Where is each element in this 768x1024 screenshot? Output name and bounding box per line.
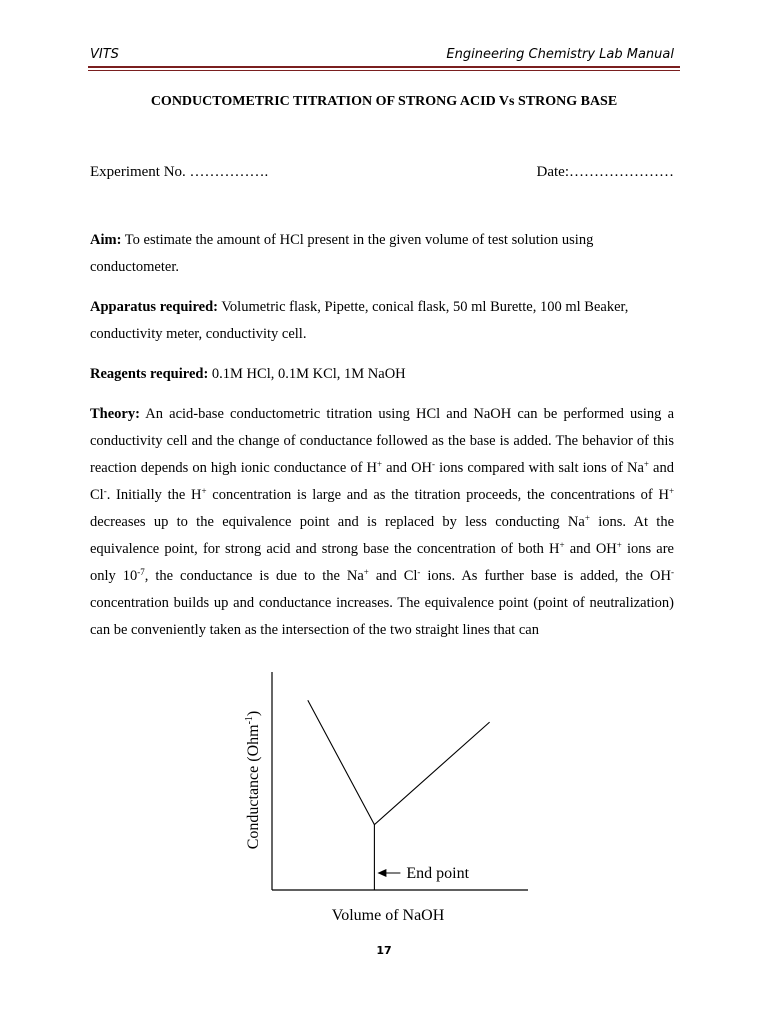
theory-text-9: and OH bbox=[564, 541, 617, 557]
header-right: Engineering Chemistry Lab Manual bbox=[446, 47, 674, 62]
theory-sup-2: - bbox=[432, 459, 436, 469]
theory-text-2: and OH bbox=[382, 460, 433, 476]
reagents-paragraph bbox=[90, 361, 674, 388]
end-point-label: End point bbox=[406, 865, 470, 882]
theory-text-10: ions are only 10 bbox=[90, 541, 674, 584]
end-point-arrow bbox=[377, 869, 400, 877]
theory-text-12: and Cl bbox=[368, 568, 418, 584]
theory-text-6: concentration is large and as the titration proceeds, the concentrations of H bbox=[206, 487, 669, 503]
theory-sup-8: + bbox=[559, 540, 565, 550]
theory-text-3: ions compared with salt ions of Na bbox=[435, 460, 644, 476]
x-axis-label: Volume of NaOH bbox=[331, 907, 445, 924]
theory-text-1: An acid-base conductometric titration using HCl and NaOH can be performed using a conductivity cell and the change of conductance followed as the base is added. The behavior of this reaction depends on high ionic conductance of H bbox=[90, 406, 674, 476]
header-rule bbox=[88, 66, 680, 68]
theory-sup-1: + bbox=[376, 459, 383, 469]
date-field: Date:………………… bbox=[536, 164, 674, 180]
theory-sup-13: - bbox=[671, 567, 675, 577]
y-axis-label-end: ) bbox=[245, 710, 262, 717]
theory-sup-9: + bbox=[616, 540, 622, 550]
reagents-label: Reagents required: bbox=[90, 366, 209, 382]
theory-paragraph bbox=[90, 401, 674, 644]
theory-sup-11: + bbox=[363, 567, 369, 577]
experiment-line bbox=[90, 164, 674, 181]
aim-text: To estimate the amount of HCl present in the given volume of test solution using conductometer. bbox=[90, 232, 594, 275]
theory-sup-5: + bbox=[201, 486, 207, 496]
conductance-chart bbox=[230, 660, 540, 930]
theory-text-7: decreases up to the equivalence point and is replaced by less conducting Na bbox=[90, 514, 585, 530]
page-number: 17 bbox=[376, 944, 392, 957]
apparatus-paragraph bbox=[90, 294, 674, 348]
theory-sup-7: + bbox=[584, 513, 590, 523]
theory-text-13: ions. As further base is added, the OH bbox=[420, 568, 672, 584]
header-rule-thin bbox=[88, 70, 680, 71]
apparatus-text: Volumetric flask, Pipette, conical flask, 50 ml Burette, 100 ml Beaker, conductivity meter, conductivity cell. bbox=[90, 299, 629, 342]
aim-label: Aim: bbox=[90, 232, 122, 248]
theory-sup-10: -7 bbox=[137, 567, 145, 577]
theory-text-14: concentration builds up and conductance increases. The equivalence point (point of neutralization) can be conveniently taken as the intersection of the two straight lines that can bbox=[90, 595, 674, 638]
header-left: VITS bbox=[90, 47, 119, 62]
theory-sup-6: + bbox=[668, 486, 675, 496]
theory-label: Theory: bbox=[90, 406, 140, 422]
y-axis-label-main: Conductance (Ohm bbox=[245, 724, 262, 850]
theory-text-4: and Cl bbox=[90, 460, 674, 503]
aim-paragraph bbox=[90, 227, 674, 281]
theory-text-8: ions. At the equivalence point, for strong acid and strong base the concentration of both H bbox=[90, 514, 674, 557]
reagents-text: 0.1M HCl, 0.1M KCl, 1M NaOH bbox=[208, 366, 406, 382]
y-axis-label-sup: -1 bbox=[244, 716, 255, 725]
theory-text-5: . Initially the H bbox=[106, 487, 202, 503]
y-axis-label bbox=[244, 711, 262, 850]
theory-sup-3: + bbox=[643, 459, 649, 469]
theory-text-11: , the conductance is due to the Na bbox=[144, 568, 364, 584]
theory-sup-4: - bbox=[103, 486, 107, 496]
conductance-curve bbox=[308, 700, 490, 824]
page-title: CONDUCTOMETRIC TITRATION OF STRONG ACID Vs STRONG BASE bbox=[150, 94, 618, 109]
experiment-number: Experiment No. ……………. bbox=[90, 164, 269, 180]
theory-sup-12: - bbox=[417, 567, 421, 577]
apparatus-label: Apparatus required: bbox=[90, 299, 218, 315]
